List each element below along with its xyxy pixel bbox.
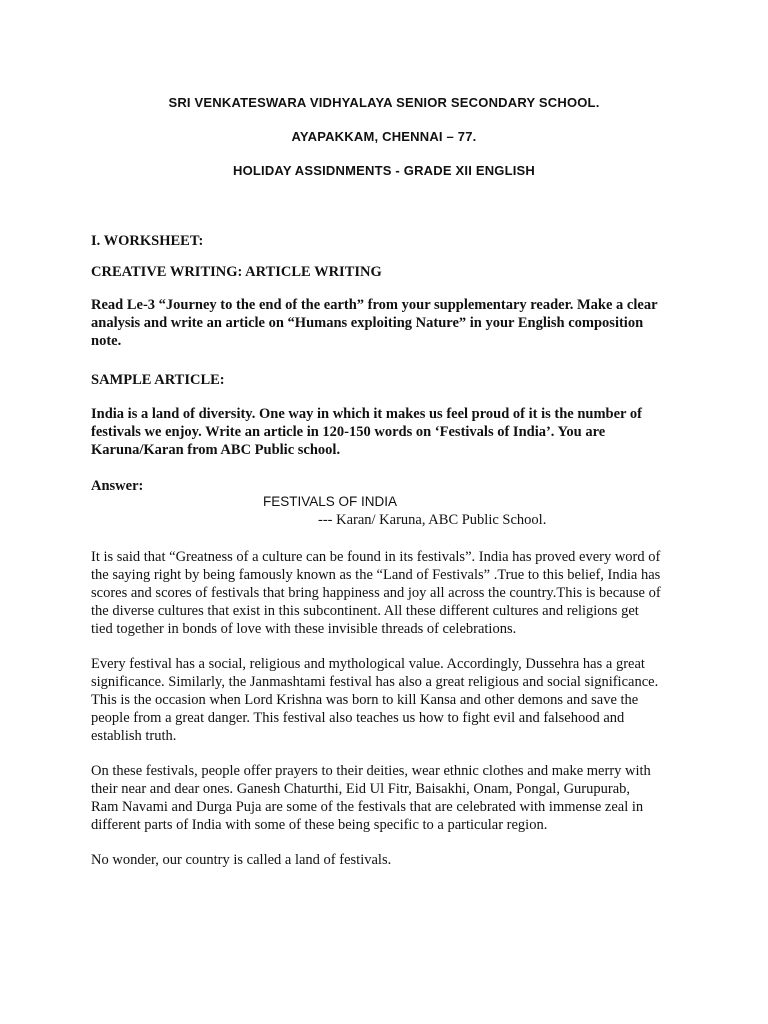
task-instruction: Read Le-3 “Journey to the end of the earth” from your supplementary reader. Make a clear analysis and write an article on “Humans exploiting Nature” in your English composition note.	[91, 297, 658, 349]
article-title: FESTIVALS OF INDIA	[263, 494, 398, 509]
article-paragraph: It is said that “Greatness of a culture can be found in its festivals”. India has proved every word of the saying right by being famously known as the “Land of Festivals” .True to this belief, India has scores and scores of festivals that bring happiness and joy all across the country.This is because of the diverse cultures that exist in this subcontinent. All these different cultures and religions get tied together in bonds of love with these invisible threads of celebrations.	[91, 549, 661, 637]
article-paragraph: No wonder, our country is called a land of festivals.	[91, 852, 392, 868]
sample-article-heading: SAMPLE ARTICLE:	[91, 372, 225, 388]
assignment-title: HOLIDAY ASSIDNMENTS - GRADE XII ENGLISH	[232, 163, 536, 178]
answer-label: Answer:	[91, 478, 144, 494]
school-name: SRI VENKATESWARA VIDHYALAYA SENIOR SECONDARY SCHOOL.	[168, 95, 600, 110]
school-address: AYAPAKKAM, CHENNAI – 77.	[291, 129, 477, 144]
article-byline: --- Karan/ Karuna, ABC Public School.	[318, 512, 547, 528]
task-type-heading: CREATIVE WRITING: ARTICLE WRITING	[91, 264, 382, 280]
worksheet-heading: I. WORKSHEET:	[91, 233, 204, 249]
article-paragraph: On these festivals, people offer prayers to their deities, wear ethnic clothes and make merry with their near and dear ones. Ganesh Chaturthi, Eid Ul Fitr, Baisakhi, Onam, Pongal, Gurupurab, Ram Navami and Durga Puja are some of the festivals that are celebrated with immense zeal in different parts of India with some of these being specific to a particular region.	[91, 763, 651, 833]
article-paragraph: Every festival has a social, religious and mythological value. Accordingly, Dussehra has a great significance. Similarly, the Janmashtami festival has also a great religious and social significance. This is the occasion when Lord Krishna was born to kill Kansa and other demons and save the people from a great danger. This festival also teaches us how to fight evil and falsehood and establish truth.	[91, 656, 659, 744]
sample-question: India is a land of diversity. One way in which it makes us feel proud of it is the number of festivals we enjoy. Write an article in 120-150 words on ‘Festivals of India’. You are Karuna/Karan from ABC Public school.	[91, 406, 642, 458]
